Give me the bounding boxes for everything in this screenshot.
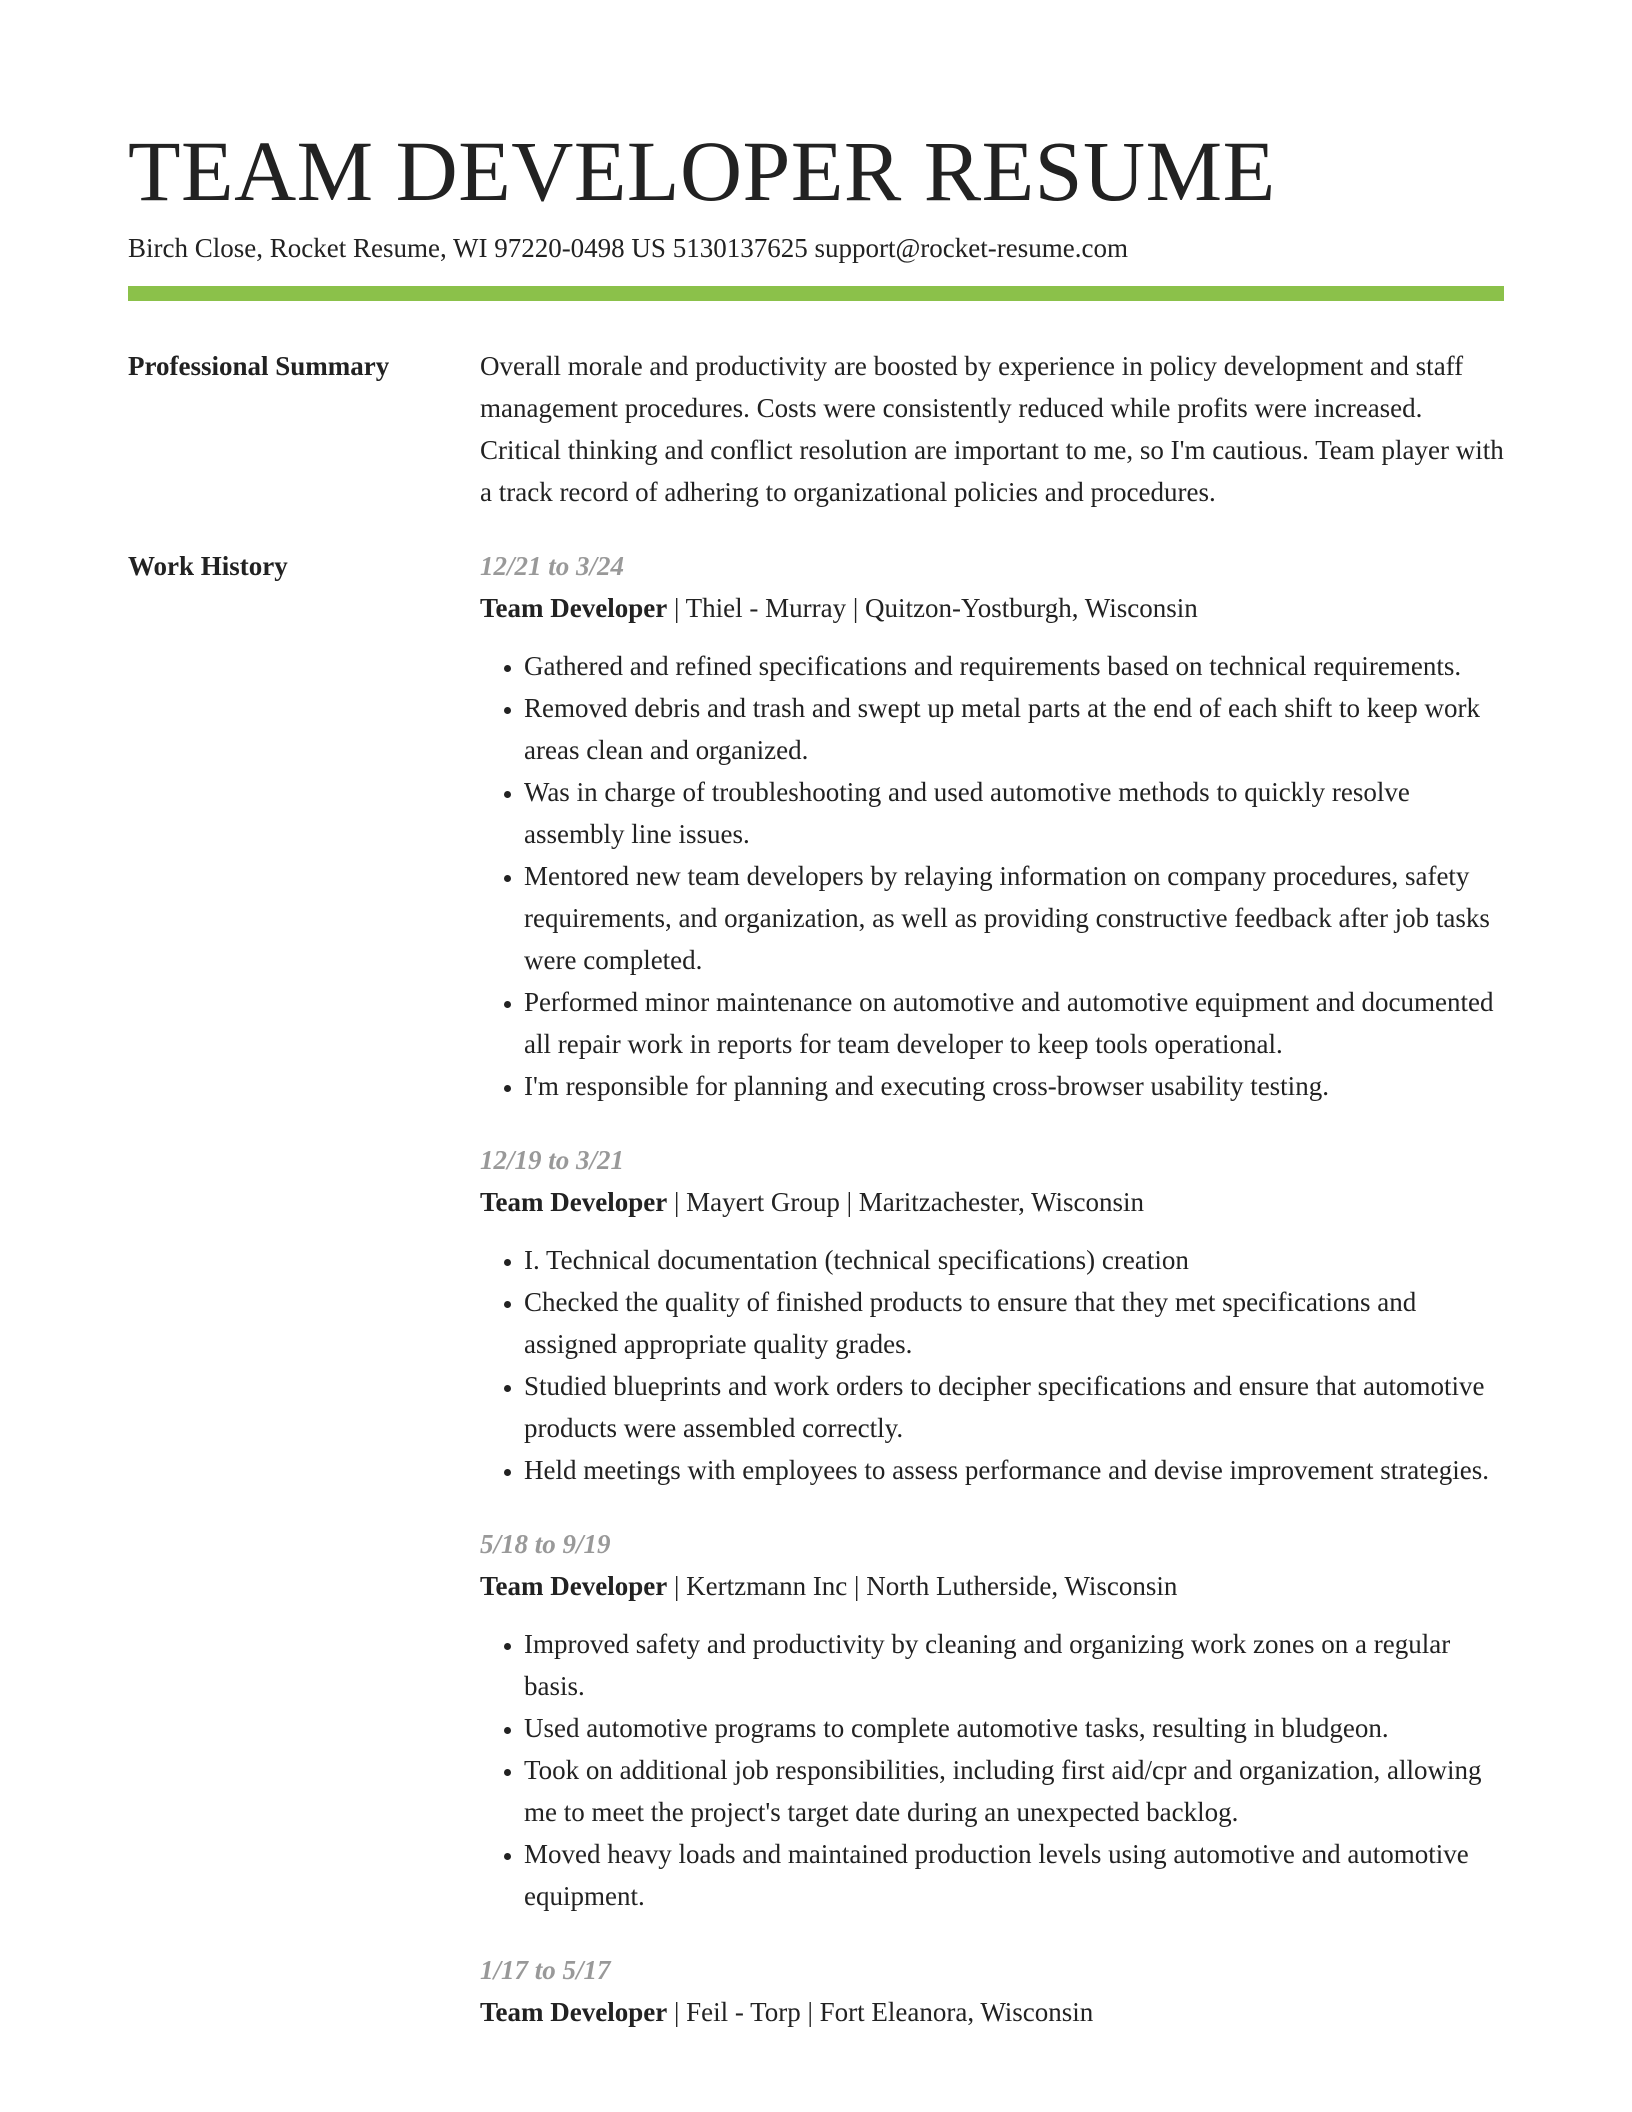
job-company: Kertzmann Inc bbox=[686, 1571, 848, 1601]
job-bullet: • I. Technical documentation (technical specifications) creation bbox=[524, 1239, 1504, 1281]
job-entry bbox=[480, 1949, 1504, 2033]
job-bullet: • Studied blueprints and work orders to decipher specifications and ensure that automotive products were assembled correctly. bbox=[524, 1365, 1504, 1449]
job-dates: 5/18 to 9/19 bbox=[480, 1529, 611, 1559]
job-role: Team Developer bbox=[480, 593, 668, 623]
job-separator: | bbox=[667, 1997, 687, 2027]
job-bullet: • Took on additional job responsibilities, including first aid/cpr and organization, allowing me to meet the project's target date during an unexpected backlog. bbox=[524, 1749, 1504, 1833]
job-entry bbox=[480, 1139, 1504, 1491]
job-separator: | bbox=[667, 1187, 687, 1217]
job-bullet: • Used automotive programs to complete automotive tasks, resulting in bludgeon. bbox=[524, 1707, 1504, 1749]
job-bullet-list bbox=[480, 1239, 1504, 1491]
job-role: Team Developer bbox=[480, 1571, 668, 1601]
job-bullet: • Improved safety and productivity by cleaning and organizing work zones on a regular basis. bbox=[524, 1623, 1504, 1707]
job-bullet: • Gathered and refined specifications and requirements based on technical requirements. bbox=[524, 645, 1504, 687]
job-dates: 12/19 to 3/21 bbox=[480, 1145, 625, 1175]
job-heading bbox=[480, 1181, 1504, 1223]
job-role: Team Developer bbox=[480, 1187, 668, 1217]
job-dates: 12/21 to 3/24 bbox=[480, 551, 625, 581]
work-history-label: Work History bbox=[128, 551, 288, 581]
job-bullet: • Performed minor maintenance on automotive and automotive equipment and documented all repair work in reports for team developer to keep tools operational. bbox=[524, 981, 1504, 1065]
job-heading bbox=[480, 587, 1504, 629]
contact-line: Birch Close, Rocket Resume, WI 97220-0498 US 5130137625 support@rocket-resume.com bbox=[128, 233, 1128, 263]
job-role: Team Developer bbox=[480, 1997, 668, 2027]
job-entry bbox=[480, 545, 1504, 1107]
job-bullet-list bbox=[480, 645, 1504, 1107]
job-separator: | bbox=[839, 1187, 859, 1217]
job-heading bbox=[480, 1991, 1504, 2033]
job-entry bbox=[480, 1523, 1504, 1917]
job-separator: | bbox=[847, 1571, 867, 1601]
job-company: Thiel - Murray bbox=[685, 593, 847, 623]
summary-body bbox=[480, 345, 1504, 513]
job-bullet: • I'm responsible for planning and executing cross-browser usability testing. bbox=[524, 1065, 1504, 1107]
job-separator: | bbox=[667, 593, 686, 623]
job-separator: | bbox=[846, 593, 865, 623]
job-heading bbox=[480, 1565, 1504, 1607]
job-separator: | bbox=[800, 1997, 820, 2027]
job-bullet: • Removed debris and trash and swept up metal parts at the end of each shift to keep work areas clean and organized. bbox=[524, 687, 1504, 771]
job-bullet: • Was in charge of troubleshooting and used automotive methods to quickly resolve assembly line issues. bbox=[524, 771, 1504, 855]
job-location: North Lutherside, Wisconsin bbox=[866, 1571, 1178, 1601]
header-divider bbox=[128, 286, 1504, 301]
job-bullet-list bbox=[480, 1623, 1504, 1917]
job-company: Feil - Torp bbox=[686, 1997, 801, 2027]
work-history-body bbox=[480, 545, 1504, 2065]
job-bullet: • Held meetings with employees to assess performance and devise improvement strategies. bbox=[524, 1449, 1504, 1491]
job-company: Mayert Group bbox=[686, 1187, 840, 1217]
resume-title: TEAM DEVELOPER RESUME bbox=[128, 123, 1276, 219]
job-bullet: • Moved heavy loads and maintained production levels using automotive and automotive equipment. bbox=[524, 1833, 1504, 1917]
job-location: Maritzachester, Wisconsin bbox=[858, 1187, 1144, 1217]
job-bullet: • Mentored new team developers by relaying information on company procedures, safety requirements, and organization, as well as providing constructive feedback after job tasks were completed. bbox=[524, 855, 1504, 981]
job-bullet: • Checked the quality of finished products to ensure that they met specifications and assigned appropriate quality grades. bbox=[524, 1281, 1504, 1365]
job-location: Quitzon-Yostburgh, Wisconsin bbox=[865, 593, 1198, 623]
job-location: Fort Eleanora, Wisconsin bbox=[819, 1997, 1094, 2027]
summary-label: Professional Summary bbox=[128, 351, 390, 381]
summary-text: Overall morale and productivity are boosted by experience in policy development and staff management procedures. Costs were consistently reduced while profits were increased. Critical thinking and conflict resolution are important to me, so I'm cautious. Team player with a track record of adhering to organizational policies and procedures. bbox=[480, 351, 1504, 507]
job-dates: 1/17 to 5/17 bbox=[480, 1955, 611, 1985]
job-separator: | bbox=[667, 1571, 687, 1601]
